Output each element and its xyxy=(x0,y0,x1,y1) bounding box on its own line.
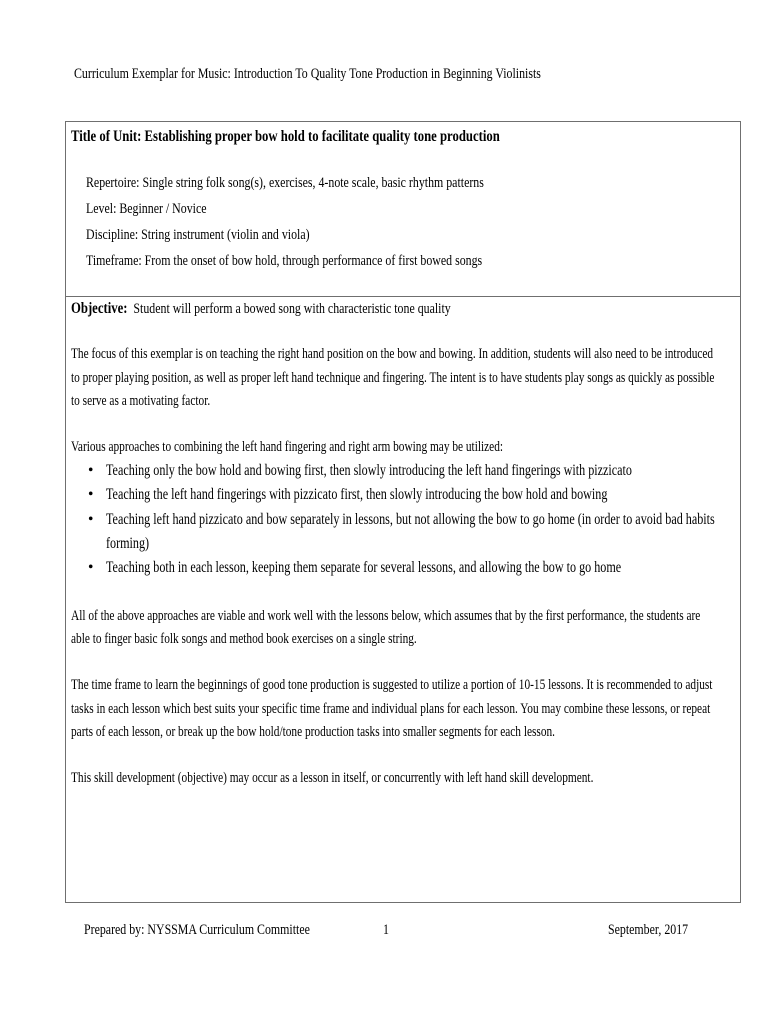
approach-item-4: Teaching both in each lesson, keeping them separate for several lessons, and allowing the bow to go home xyxy=(106,559,622,576)
document-header: Curriculum Exemplar for Music: Introduction To Quality Tone Production in Beginning Violinists xyxy=(74,66,541,82)
focus-line-3: to serve as a motivating factor. xyxy=(71,393,211,409)
focus-line-1: The focus of this exemplar is on teaching the right hand position on the bow and bowing. In addition, students will also need to be introduced xyxy=(71,346,714,362)
timeframe-line-2: tasks in each lesson which best suits your specific time frame and individual plans for each lesson. You may combine these lessons, or repeat xyxy=(71,701,711,717)
bullet-marker: • xyxy=(88,511,94,528)
meta-discipline: Discipline: String instrument (violin and viola) xyxy=(86,227,310,243)
bullet-marker: • xyxy=(88,559,94,576)
unit-title-text: Establishing proper bow hold to facilitate quality tone production xyxy=(144,128,500,145)
objective-text: Student will perform a bowed song with characteristic tone quality xyxy=(133,301,451,317)
footer-prepared-by: Prepared by: NYSSMA Curriculum Committee xyxy=(84,922,310,938)
bullet-marker: • xyxy=(88,462,94,479)
focus-line-2: to proper playing position, as well as proper left hand technique and fingering. The intent is to have students play songs as quickly as possible xyxy=(71,370,715,386)
footer-date: September, 2017 xyxy=(608,922,689,938)
approaches-intro: Various approaches to combining the left hand fingering and right arm bowing may be utilized: xyxy=(71,439,504,455)
objective xyxy=(71,300,451,318)
viable-line-2: able to finger basic folk songs and method book exercises on a single string. xyxy=(71,631,417,647)
unit-box xyxy=(65,121,741,903)
meta-level: Level: Beginner / Novice xyxy=(86,201,207,217)
approach-item-3-continued: forming) xyxy=(106,535,150,552)
meta-repertoire: Repertoire: Single string folk song(s), exercises, 4-note scale, basic rhythm patterns xyxy=(86,175,484,191)
approach-item-3: Teaching left hand pizzicato and bow separately in lessons, but not allowing the bow to go home (in order to avoid bad habits xyxy=(106,511,715,528)
approach-item-2: Teaching the left hand fingerings with pizzicato first, then slowly introducing the bow hold and bowing xyxy=(106,486,608,503)
footer-page-number: 1 xyxy=(383,922,389,938)
approach-item-1: Teaching only the bow hold and bowing first, then slowly introducing the left hand fingerings with pizzicato xyxy=(106,462,632,479)
bullet-marker: • xyxy=(88,486,94,503)
objective-label: Objective: xyxy=(71,300,128,317)
timeframe-line-3: parts of each lesson, or break up the bow hold/tone production tasks into smaller segments for each lesson. xyxy=(71,724,555,740)
unit-title-label: Title of Unit: xyxy=(71,128,142,145)
section-divider xyxy=(66,296,740,297)
skill-development-note: This skill development (objective) may occur as a lesson in itself, or concurrently with left hand skill development. xyxy=(71,770,594,786)
timeframe-line-1: The time frame to learn the beginnings of good tone production is suggested to utilize a portion of 10-15 lessons. It is recommended to adjust xyxy=(71,677,713,693)
viable-line-1: All of the above approaches are viable and work well with the lessons below, which assumes that by the first performance, the students are xyxy=(71,608,701,624)
unit-title xyxy=(71,128,500,146)
meta-timeframe: Timeframe: From the onset of bow hold, through performance of first bowed songs xyxy=(86,253,483,269)
